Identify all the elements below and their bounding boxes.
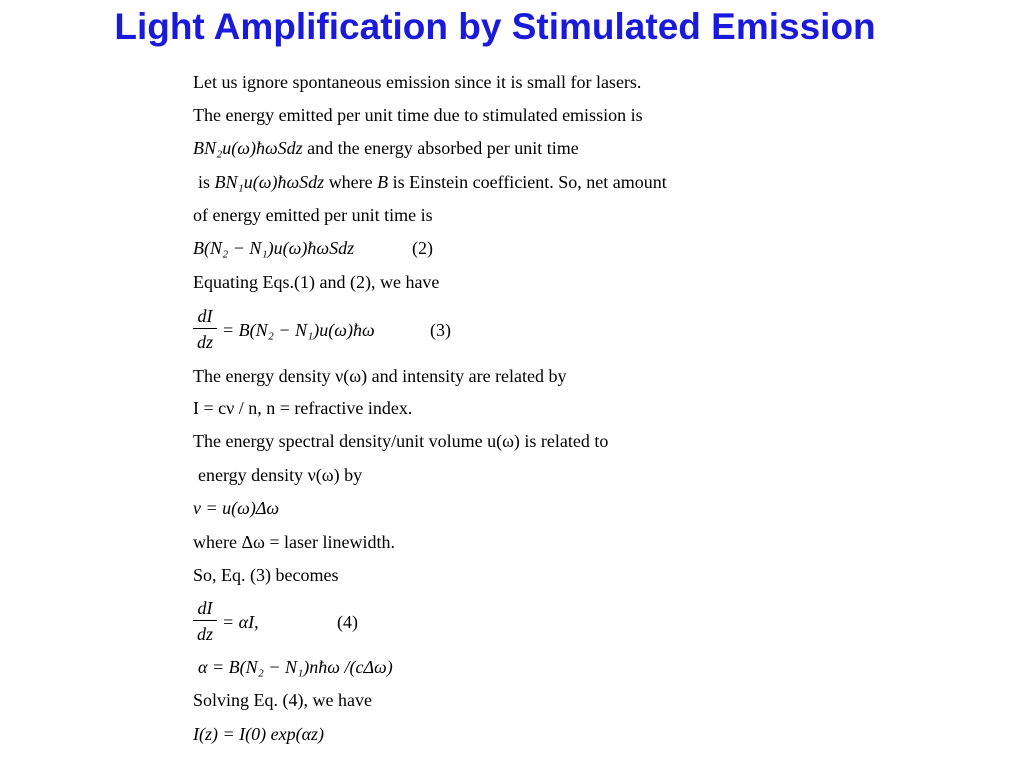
text-line-linewidth: where Δω = laser linewidth.: [193, 532, 396, 552]
text-line-spectral-density: The energy spectral density/unit volume u(ω) is related to: [193, 431, 609, 451]
equation-density: v = u(ω)Δω: [193, 498, 280, 518]
fraction-numerator: dI: [193, 306, 217, 329]
text-line-net-amount: of energy emitted per unit time is: [193, 205, 433, 225]
equation-alpha: α = B(N₂ − N₁)nħω /(cΔω): [198, 657, 393, 677]
text-line-equating: Equating Eqs.(1) and (2), we have: [193, 272, 440, 292]
fraction-denominator: dz: [196, 332, 213, 352]
text-line-eq3-becomes: So, Eq. (3) becomes: [193, 565, 339, 585]
text-line-intensity-relation: I = cν / n, n = refractive index.: [193, 398, 413, 418]
fraction-dI-dz-eq3: [193, 306, 217, 352]
text-einstein: is Einstein coefficient. So, net amount: [388, 172, 667, 192]
text-line-absorption: [198, 172, 667, 192]
equation-4-rhs: = αI,: [222, 612, 259, 632]
equation-2-number: (2): [412, 238, 433, 258]
slide-title: Light Amplification by Stimulated Emission: [114, 6, 876, 47]
fraction-numerator: dI: [193, 598, 217, 621]
fraction-denominator: dz: [196, 624, 213, 644]
text-absorbed: and the energy absorbed per unit time: [302, 138, 579, 158]
equation-2: [193, 238, 354, 258]
equation-4-number: (4): [337, 612, 358, 632]
text-line-stimulated-emission: [193, 138, 579, 158]
math-emission-term: BN₂u(ω)ħωSdz: [193, 138, 303, 158]
text-line-spontaneous: Let us ignore spontaneous emission since it is small for lasers.: [193, 72, 642, 92]
text-line-density-intensity: The energy density ν(ω) and intensity are related by: [193, 366, 567, 386]
math-einstein-B: B: [377, 172, 389, 192]
text-is: is: [198, 172, 215, 192]
equation-solution: I(z) = I(0) exp(αz): [193, 724, 325, 744]
text-line-energy-density: energy density ν(ω) by: [198, 465, 363, 485]
math-net-emission: B(N₂ − N₁)u(ω)ħωSdz: [193, 238, 355, 258]
text-line-solving: Solving Eq. (4), we have: [193, 690, 372, 710]
text-line-energy-emitted: The energy emitted per unit time due to stimulated emission is: [193, 105, 643, 125]
equation-3-number: (3): [430, 320, 451, 340]
fraction-dI-dz-eq4: [193, 598, 217, 644]
math-absorption-term: BN₁u(ω)ħωSdz: [214, 172, 325, 192]
equation-3-rhs: = B(N₂ − N₁)u(ω)ħω: [222, 320, 375, 340]
text-where: where: [324, 172, 378, 192]
